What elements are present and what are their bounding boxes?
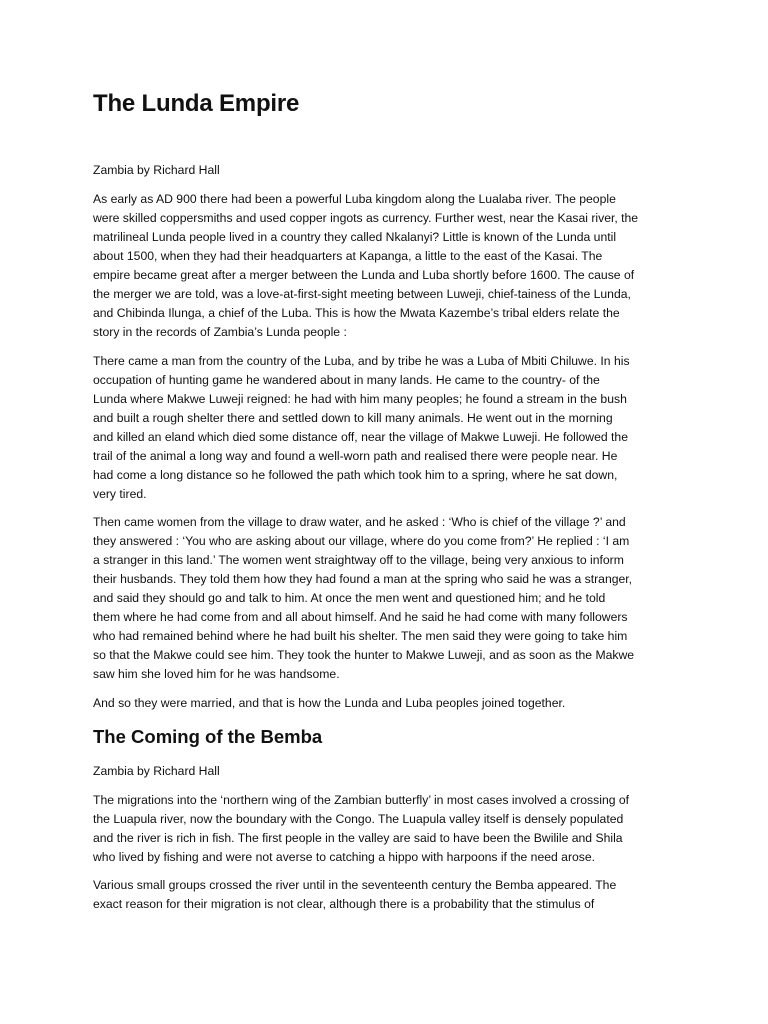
text-line: who had remained behind where he had built his shelter. The men said they were going to take him bbox=[93, 629, 628, 643]
text-line: And so they were married, and that is how the Lunda and Luba peoples joined together. bbox=[93, 695, 566, 710]
text-line: and said they should go and talk to him. At once the men went and questioned him; and he told bbox=[93, 591, 606, 605]
paragraph-married bbox=[93, 694, 683, 713]
text-line: The migrations into the ‘northern wing of the Zambian butterfly’ in most cases involved a crossing of bbox=[93, 792, 630, 807]
text-line: and killed an eland which died some distance off, near the village of Makwe Luweji. He followed the bbox=[93, 429, 628, 444]
paragraph-bemba-appeared bbox=[93, 876, 683, 914]
byline: Zambia by Richard Hall bbox=[93, 763, 220, 778]
text-line: had come a long distance so he followed the path which took him to a spring, where he sat down, bbox=[93, 467, 618, 482]
text-line: saw him she loved him for he was handsome. bbox=[93, 667, 340, 681]
text-line: and the river is rich in fish. The first people in the valley are said to have been the Bwilile and Shila bbox=[93, 830, 623, 845]
text-line: matrilineal Lunda people lived in a country they called Nkalanyi? Little is known of the Lunda until bbox=[93, 230, 617, 244]
text-line: Various small groups crossed the river until in the seventeenth century the Bemba appeared. The bbox=[93, 878, 617, 892]
paragraph-hunter bbox=[93, 352, 683, 504]
text-line: and Chibinda Ilunga, a chief of the Luba. This is how the Mwata Kazembe’s tribal elders relate the bbox=[93, 306, 620, 320]
text-line: their husbands. They told them how they had found a man at the spring who said he was a stranger, bbox=[93, 572, 633, 586]
text-line: very tired. bbox=[93, 486, 147, 501]
text-line: As early as AD 900 there had been a powerful Luba kingdom along the Lualaba river. The people bbox=[93, 192, 616, 206]
text-line: empire became great after a merger between the Lunda and Luba shortly before 1600. The cause of bbox=[93, 268, 635, 282]
text-line: There came a man from the country of the Luba, and by tribe he was a Luba of Mbiti Chiluwe. In his bbox=[93, 353, 630, 368]
text-line: exact reason for their migration is not clear, although there is a probability that the stimulus of bbox=[93, 897, 595, 911]
text-line: story in the records of Zambia’s Lunda people : bbox=[93, 325, 347, 339]
text-line: about 1500, when they had their headquarters at Kapanga, a little to the east of the Kasai. The bbox=[93, 249, 603, 263]
text-line: Then came women from the village to draw water, and he asked : ‘Who is chief of the village ?’ and bbox=[93, 515, 626, 529]
text-line: them where he had come from and all about himself. And he said he had come with many followers bbox=[93, 610, 628, 624]
paragraph-women-at-spring bbox=[93, 513, 683, 684]
text-line: and built a rough shelter there and settled down to kill many animals. He went out in the morning bbox=[93, 410, 613, 425]
text-line: the merger we are told, was a love-at-first-sight meeting between Luweji, chief-tainess of the Lunda, bbox=[93, 287, 631, 301]
page-title: The Lunda Empire bbox=[93, 90, 300, 117]
text-line: occupation of hunting game he wandered about in many lands. He came to the country- of the bbox=[93, 372, 600, 387]
text-line: they answered : ‘You who are asking about our village, where do you come from?’ He replied : ‘I am bbox=[93, 534, 630, 548]
text-line: were skilled coppersmiths and used copper ingots as currency. Further west, near the Kasai river, the bbox=[93, 211, 639, 225]
text-line: trail of the animal a long way and found a well-worn path and realised there were people near. He bbox=[93, 448, 618, 463]
text-line: the Luapula river, now the boundary with the Congo. The Luapula valley itself is densely populated bbox=[93, 811, 624, 826]
text-line: Lunda where Makwe Luweji reigned: he had with him many peoples; he found a stream in the bush bbox=[93, 391, 627, 406]
paragraph-luba-kingdom bbox=[93, 190, 683, 342]
document-page bbox=[93, 89, 683, 924]
paragraph-migrations bbox=[93, 791, 683, 867]
text-line: so that the Makwe could see him. They took the hunter to Makwe Luweji, and as soon as the Makwe bbox=[93, 648, 635, 662]
section-heading: The Coming of the Bemba bbox=[93, 725, 323, 747]
text-line: who lived by fishing and were not averse to catching a hippo with harpoons if the need arose. bbox=[93, 849, 596, 864]
byline: Zambia by Richard Hall bbox=[93, 163, 220, 177]
text-line: a stranger in this land.’ The women went straightway off to the village, being very anxious to inform bbox=[93, 553, 624, 567]
